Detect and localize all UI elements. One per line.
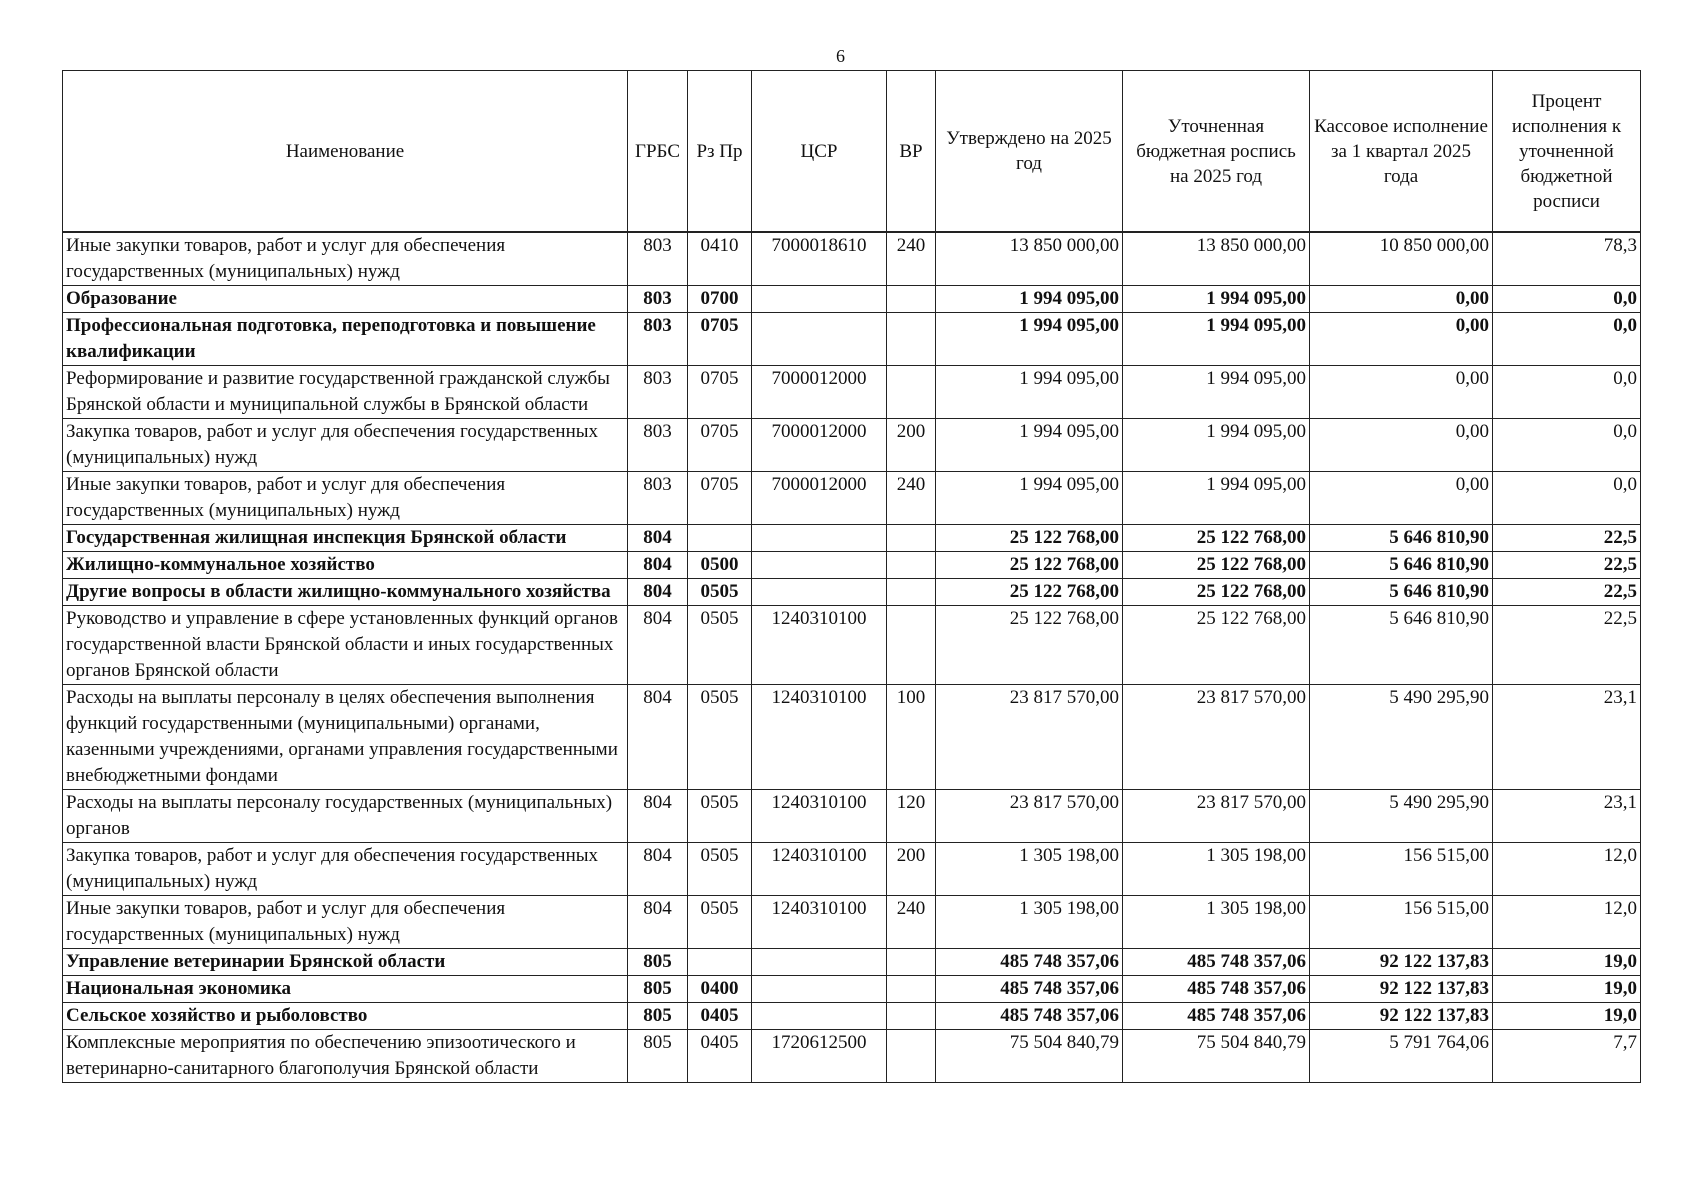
cell-percent: 0,0 <box>1493 286 1641 313</box>
cell-grbs: 805 <box>628 976 688 1003</box>
cell-percent: 78,3 <box>1493 232 1641 286</box>
cell-vr: 240 <box>887 896 936 949</box>
table-row <box>63 976 1641 1003</box>
cell-csr <box>752 1003 887 1030</box>
cell-vr: 120 <box>887 790 936 843</box>
cell-rzpr: 0410 <box>688 232 752 286</box>
cell-rzpr: 0505 <box>688 790 752 843</box>
cell-approved: 1 994 095,00 <box>936 472 1123 525</box>
page-number: 6 <box>836 46 845 66</box>
cell-percent: 0,0 <box>1493 366 1641 419</box>
table-body <box>63 232 1641 1083</box>
cell-name: Иные закупки товаров, работ и услуг для обеспечения государственных (муниципальных) нужд <box>63 232 628 286</box>
cell-csr <box>752 313 887 366</box>
cell-percent: 22,5 <box>1493 552 1641 579</box>
cell-rzpr: 0405 <box>688 1003 752 1030</box>
cell-vr <box>887 976 936 1003</box>
table-row <box>63 419 1641 472</box>
cell-name: Закупка товаров, работ и услуг для обеспечения государственных (муниципальных) нужд <box>63 843 628 896</box>
cell-name: Государственная жилищная инспекция Брянской области <box>63 525 628 552</box>
cell-vr <box>887 1003 936 1030</box>
cell-grbs: 804 <box>628 896 688 949</box>
cell-name: Руководство и управление в сфере установленных функций органов государственной власти Брянской области и иных государственных органов Брянской области <box>63 606 628 685</box>
cell-cash: 0,00 <box>1310 472 1493 525</box>
cell-grbs: 804 <box>628 685 688 790</box>
cell-name: Расходы на выплаты персоналу государственных (муниципальных) органов <box>63 790 628 843</box>
cell-percent: 0,0 <box>1493 419 1641 472</box>
cell-grbs: 804 <box>628 843 688 896</box>
cell-csr: 7000012000 <box>752 366 887 419</box>
table-row <box>63 896 1641 949</box>
cell-approved: 1 994 095,00 <box>936 366 1123 419</box>
cell-refined: 25 122 768,00 <box>1123 525 1310 552</box>
header-rzpr: Рз Пр <box>688 71 752 233</box>
table-row <box>63 232 1641 286</box>
cell-refined: 25 122 768,00 <box>1123 579 1310 606</box>
cell-refined: 1 994 095,00 <box>1123 472 1310 525</box>
cell-approved: 485 748 357,06 <box>936 976 1123 1003</box>
cell-name: Профессиональная подготовка, переподготовка и повышение квалификации <box>63 313 628 366</box>
table-row <box>63 472 1641 525</box>
cell-percent: 23,1 <box>1493 685 1641 790</box>
cell-cash: 5 646 810,90 <box>1310 525 1493 552</box>
cell-rzpr: 0505 <box>688 579 752 606</box>
cell-vr: 200 <box>887 419 936 472</box>
cell-refined: 1 994 095,00 <box>1123 419 1310 472</box>
cell-refined: 23 817 570,00 <box>1123 685 1310 790</box>
cell-name: Расходы на выплаты персоналу в целях обеспечения выполнения функций государственными (муниципальными) органами, казенными учреждениями, органами управления государственными внебюджетными фондами <box>63 685 628 790</box>
table-row <box>63 552 1641 579</box>
cell-rzpr: 0505 <box>688 843 752 896</box>
cell-grbs: 803 <box>628 472 688 525</box>
cell-approved: 1 994 095,00 <box>936 286 1123 313</box>
cell-name: Иные закупки товаров, работ и услуг для обеспечения государственных (муниципальных) нужд <box>63 472 628 525</box>
cell-grbs: 804 <box>628 552 688 579</box>
cell-name: Другие вопросы в области жилищно-коммунального хозяйства <box>63 579 628 606</box>
cell-vr <box>887 366 936 419</box>
cell-csr: 1720612500 <box>752 1030 887 1083</box>
header-percent: Процент исполнения к уточненной бюджетной росписи <box>1493 71 1641 233</box>
cell-percent: 19,0 <box>1493 976 1641 1003</box>
cell-approved: 1 994 095,00 <box>936 313 1123 366</box>
cell-refined: 25 122 768,00 <box>1123 606 1310 685</box>
cell-rzpr: 0400 <box>688 976 752 1003</box>
budget-table <box>62 70 1641 1083</box>
cell-grbs: 804 <box>628 606 688 685</box>
cell-grbs: 803 <box>628 419 688 472</box>
cell-refined: 75 504 840,79 <box>1123 1030 1310 1083</box>
cell-cash: 92 122 137,83 <box>1310 949 1493 976</box>
cell-percent: 19,0 <box>1493 949 1641 976</box>
cell-name: Реформирование и развитие государственной гражданской службы Брянской области и муниципальной службы в Брянской области <box>63 366 628 419</box>
cell-approved: 1 305 198,00 <box>936 843 1123 896</box>
cell-grbs: 805 <box>628 1030 688 1083</box>
cell-vr <box>887 286 936 313</box>
cell-csr: 1240310100 <box>752 685 887 790</box>
cell-percent: 7,7 <box>1493 1030 1641 1083</box>
cell-cash: 92 122 137,83 <box>1310 976 1493 1003</box>
cell-refined: 1 305 198,00 <box>1123 843 1310 896</box>
cell-rzpr: 0505 <box>688 896 752 949</box>
cell-percent: 12,0 <box>1493 843 1641 896</box>
table-row <box>63 949 1641 976</box>
cell-vr: 100 <box>887 685 936 790</box>
cell-name: Сельское хозяйство и рыболовство <box>63 1003 628 1030</box>
cell-cash: 5 646 810,90 <box>1310 579 1493 606</box>
cell-approved: 25 122 768,00 <box>936 606 1123 685</box>
cell-approved: 23 817 570,00 <box>936 790 1123 843</box>
table-row <box>63 1030 1641 1083</box>
cell-rzpr <box>688 949 752 976</box>
cell-csr <box>752 525 887 552</box>
cell-name: Национальная экономика <box>63 976 628 1003</box>
cell-refined: 485 748 357,06 <box>1123 1003 1310 1030</box>
cell-refined: 1 305 198,00 <box>1123 896 1310 949</box>
cell-grbs: 804 <box>628 525 688 552</box>
cell-name: Закупка товаров, работ и услуг для обеспечения государственных (муниципальных) нужд <box>63 419 628 472</box>
cell-refined: 1 994 095,00 <box>1123 286 1310 313</box>
cell-grbs: 805 <box>628 949 688 976</box>
cell-grbs: 803 <box>628 313 688 366</box>
cell-csr: 7000018610 <box>752 232 887 286</box>
cell-name: Управление ветеринарии Брянской области <box>63 949 628 976</box>
cell-vr <box>887 606 936 685</box>
cell-refined: 25 122 768,00 <box>1123 552 1310 579</box>
cell-approved: 75 504 840,79 <box>936 1030 1123 1083</box>
cell-approved: 13 850 000,00 <box>936 232 1123 286</box>
cell-rzpr: 0405 <box>688 1030 752 1083</box>
cell-vr: 200 <box>887 843 936 896</box>
cell-rzpr: 0705 <box>688 366 752 419</box>
cell-percent: 0,0 <box>1493 472 1641 525</box>
cell-rzpr: 0700 <box>688 286 752 313</box>
cell-approved: 485 748 357,06 <box>936 949 1123 976</box>
table-row <box>63 579 1641 606</box>
cell-refined: 1 994 095,00 <box>1123 366 1310 419</box>
cell-grbs: 804 <box>628 790 688 843</box>
cell-csr <box>752 976 887 1003</box>
cell-grbs: 803 <box>628 286 688 313</box>
header-name: Наименование <box>63 71 628 233</box>
cell-csr: 1240310100 <box>752 790 887 843</box>
cell-cash: 5 646 810,90 <box>1310 606 1493 685</box>
cell-vr <box>887 579 936 606</box>
cell-percent: 22,5 <box>1493 579 1641 606</box>
cell-cash: 92 122 137,83 <box>1310 1003 1493 1030</box>
cell-grbs: 803 <box>628 366 688 419</box>
cell-rzpr <box>688 525 752 552</box>
header-approved: Утверждено на 2025 год <box>936 71 1123 233</box>
cell-cash: 5 646 810,90 <box>1310 552 1493 579</box>
table-row <box>63 525 1641 552</box>
cell-grbs: 803 <box>628 232 688 286</box>
cell-grbs: 805 <box>628 1003 688 1030</box>
cell-rzpr: 0705 <box>688 313 752 366</box>
header-cash: Кассовое исполнение за 1 квартал 2025 года <box>1310 71 1493 233</box>
cell-vr: 240 <box>887 232 936 286</box>
cell-approved: 25 122 768,00 <box>936 579 1123 606</box>
cell-rzpr: 0705 <box>688 472 752 525</box>
cell-name: Иные закупки товаров, работ и услуг для обеспечения государственных (муниципальных) нужд <box>63 896 628 949</box>
cell-approved: 1 994 095,00 <box>936 419 1123 472</box>
cell-vr <box>887 313 936 366</box>
cell-vr: 240 <box>887 472 936 525</box>
cell-name: Комплексные мероприятия по обеспечению эпизоотического и ветеринарно-санитарного благополучия Брянской области <box>63 1030 628 1083</box>
cell-cash: 156 515,00 <box>1310 843 1493 896</box>
cell-refined: 23 817 570,00 <box>1123 790 1310 843</box>
cell-name: Жилищно-коммунальное хозяйство <box>63 552 628 579</box>
cell-vr <box>887 525 936 552</box>
table-header <box>63 71 1641 233</box>
cell-cash: 0,00 <box>1310 366 1493 419</box>
cell-percent: 0,0 <box>1493 313 1641 366</box>
cell-approved: 25 122 768,00 <box>936 552 1123 579</box>
cell-rzpr: 0705 <box>688 419 752 472</box>
cell-csr: 7000012000 <box>752 472 887 525</box>
cell-cash: 156 515,00 <box>1310 896 1493 949</box>
cell-grbs: 804 <box>628 579 688 606</box>
cell-cash: 5 490 295,90 <box>1310 685 1493 790</box>
cell-csr <box>752 552 887 579</box>
cell-approved: 1 305 198,00 <box>936 896 1123 949</box>
table-row <box>63 1003 1641 1030</box>
cell-csr <box>752 579 887 606</box>
cell-refined: 485 748 357,06 <box>1123 949 1310 976</box>
cell-percent: 12,0 <box>1493 896 1641 949</box>
cell-percent: 22,5 <box>1493 525 1641 552</box>
table-row <box>63 790 1641 843</box>
table-row <box>63 843 1641 896</box>
table-row <box>63 286 1641 313</box>
cell-cash: 5 490 295,90 <box>1310 790 1493 843</box>
cell-percent: 22,5 <box>1493 606 1641 685</box>
cell-percent: 19,0 <box>1493 1003 1641 1030</box>
header-grbs: ГРБС <box>628 71 688 233</box>
cell-refined: 485 748 357,06 <box>1123 976 1310 1003</box>
header-csr: ЦСР <box>752 71 887 233</box>
cell-cash: 0,00 <box>1310 313 1493 366</box>
cell-approved: 23 817 570,00 <box>936 685 1123 790</box>
cell-csr: 1240310100 <box>752 843 887 896</box>
cell-csr: 7000012000 <box>752 419 887 472</box>
cell-rzpr: 0500 <box>688 552 752 579</box>
table-row <box>63 685 1641 790</box>
cell-approved: 25 122 768,00 <box>936 525 1123 552</box>
cell-rzpr: 0505 <box>688 606 752 685</box>
cell-percent: 23,1 <box>1493 790 1641 843</box>
cell-name: Образование <box>63 286 628 313</box>
cell-csr <box>752 949 887 976</box>
cell-vr <box>887 552 936 579</box>
cell-cash: 10 850 000,00 <box>1310 232 1493 286</box>
cell-refined: 1 994 095,00 <box>1123 313 1310 366</box>
table-row <box>63 313 1641 366</box>
header-refined: Уточненная бюджетная роспись на 2025 год <box>1123 71 1310 233</box>
cell-csr: 1240310100 <box>752 606 887 685</box>
cell-rzpr: 0505 <box>688 685 752 790</box>
cell-refined: 13 850 000,00 <box>1123 232 1310 286</box>
cell-approved: 485 748 357,06 <box>936 1003 1123 1030</box>
cell-csr <box>752 286 887 313</box>
cell-cash: 0,00 <box>1310 419 1493 472</box>
header-vr: ВР <box>887 71 936 233</box>
cell-cash: 5 791 764,06 <box>1310 1030 1493 1083</box>
cell-cash: 0,00 <box>1310 286 1493 313</box>
cell-vr <box>887 1030 936 1083</box>
table-row <box>63 366 1641 419</box>
cell-vr <box>887 949 936 976</box>
cell-csr: 1240310100 <box>752 896 887 949</box>
table-row <box>63 606 1641 685</box>
